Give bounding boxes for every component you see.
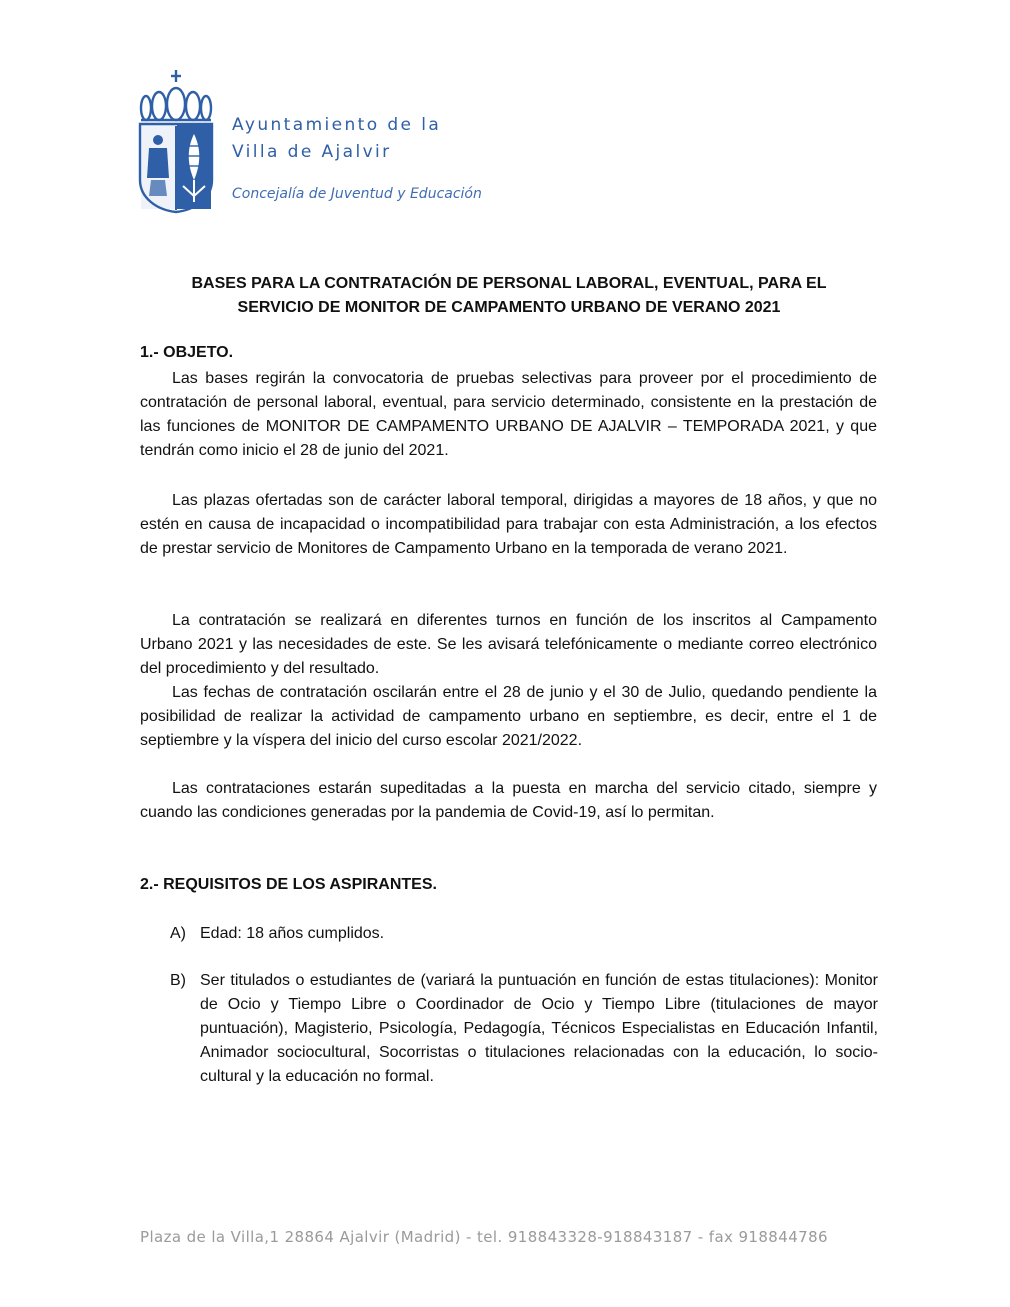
requirement-text: Edad: 18 años cumplidos. (200, 925, 385, 942)
requirement-marker: B) (170, 972, 186, 989)
section-1-paragraph-4: Las fechas de contratación oscilarán entre el 28 de junio y el 30 de Julio, quedando pendiente la posibilidad de realizar la actividad de campamento urbano en septiembre, es decir, entre el 1 de septiembre y la víspera del inicio del curso escolar 2021/2022. (140, 684, 877, 749)
requirement-text: Ser titulados o estudiantes de (variará la puntuación en función de estas titulaciones): Monitor de Ocio y Tiempo Libre o Coordinador de Ocio y Tiempo Libre (titulaciones de mayor puntuación), Magisterio, Psicología, Pedagogía, Técnicos Especialistas en Educación Infantil, Animador sociocultural, Socorristas o titulaciones relacionadas con la educación, lo socio-cultural y la educación no formal. (200, 972, 878, 1085)
requirement-marker: A) (170, 925, 186, 942)
requirement-item (170, 969, 878, 1089)
section-1-paragraph-5: Las contrataciones estarán supeditadas a la puesta en marcha del servicio citado, siempre y cuando las condiciones generadas por la pandemia de Covid-19, así lo permitan. (140, 780, 877, 821)
section-1-heading: 1.- OBJETO. (140, 344, 234, 361)
title-line-1: BASES PARA LA CONTRATACIÓN DE PERSONAL LABORAL, EVENTUAL, PARA EL (191, 275, 827, 292)
organization-name (232, 112, 441, 166)
org-line-1: Ayuntamiento de la (232, 115, 442, 135)
coat-of-arms-icon (137, 68, 215, 214)
department-name: Concejalía de Juventud y Educación (232, 186, 482, 202)
section-1-paragraph-1: Las bases regirán la convocatoria de pruebas selectivas para proveer por el procedimiento de contratación de personal laboral, eventual, para servicio determinado, consistente en la prestación de las funciones de MONITOR DE CAMPAMENTO URBANO DE AJALVIR – TEMPORADA 2021, y que tendrán como inicio el 28 de junio del 2021. (140, 370, 877, 459)
section-2-heading: 2.- REQUISITOS DE LOS ASPIRANTES. (140, 876, 437, 893)
section-1-paragraph-2: Las plazas ofertadas son de carácter laboral temporal, dirigidas a mayores de 18 años, y que no estén en causa de incapacidad o incompatibilidad para trabajar con esta Administración, a los efectos de prestar servicio de Monitores de Campamento Urbano en la temporada de verano 2021. (140, 492, 877, 557)
org-line-2: Villa de Ajalvir (232, 142, 392, 162)
requirement-item (170, 922, 878, 946)
section-1-paragraph-3: La contratación se realizará en diferentes turnos en función de los inscritos al Campamento Urbano 2021 y las necesidades de este. Se les avisará telefónicamente o mediante correo electrónico del procedimiento y del resultado. (140, 612, 877, 677)
footer-address: Plaza de la Villa,1 28864 Ajalvir (Madrid) - tel. 918843328-918843187 - fax 918844786 (140, 1228, 828, 1246)
document-title (140, 272, 878, 320)
title-line-2: SERVICIO DE MONITOR DE CAMPAMENTO URBANO DE VERANO 2021 (237, 299, 781, 316)
